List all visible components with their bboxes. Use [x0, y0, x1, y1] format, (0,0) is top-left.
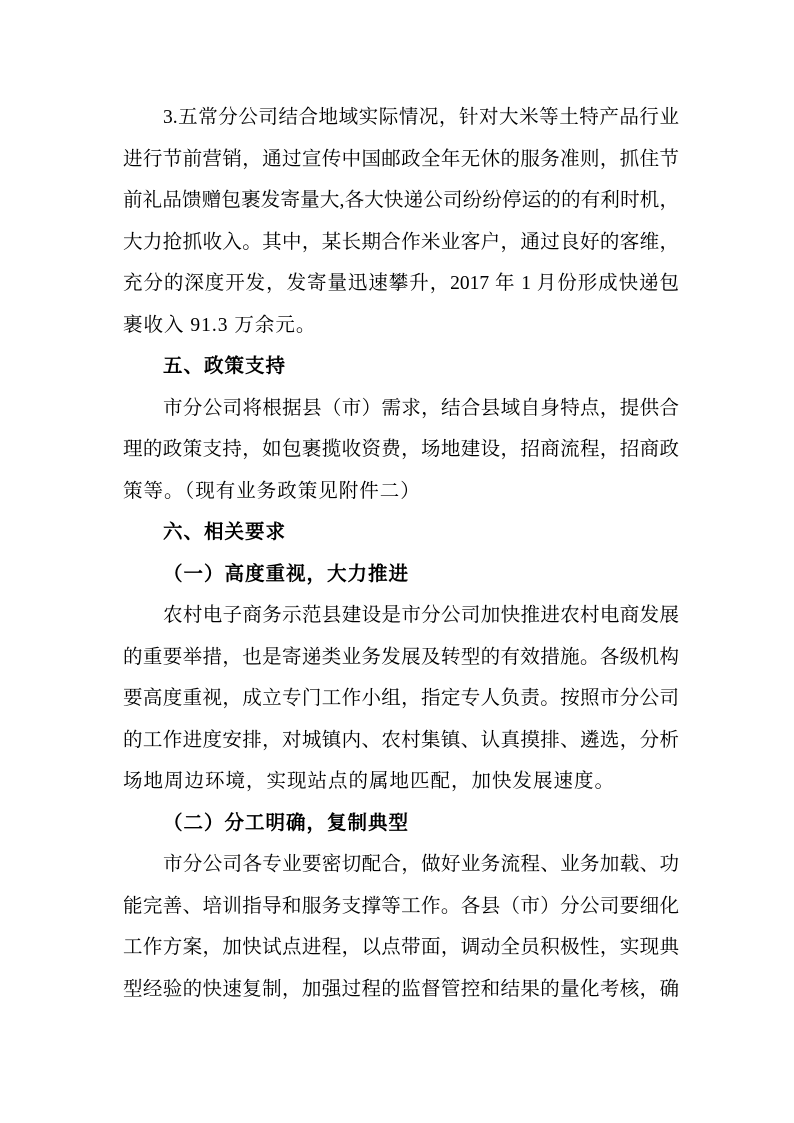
heading-line: （一）高度重视，大力推进 — [163, 563, 410, 585]
heading-line: （二）分工明确，复制典型 — [163, 812, 410, 834]
body-line: 的重要举措，也是寄递类业务发展及转型的有效措施。各级机构 — [123, 646, 679, 668]
body-line: 场地周边环境，实现站点的属地匹配，加快发展速度。 — [123, 771, 616, 792]
body-line: 市分公司将根据县（市）需求，结合县域自身特点，提供合 — [163, 397, 679, 419]
body-line: 策等。（现有业务政策见附件二） — [123, 480, 421, 502]
heading-line: 六、相关要求 — [163, 522, 287, 543]
body-line: 前礼品馈赠包裹发寄量大,各大快递公司纷纷停运的的有利时机， — [123, 190, 679, 211]
body-line: 能完善、培训指导和服务支撑等工作。各县（市）分公司要细化 — [123, 895, 679, 917]
body-line: 3.五常分公司结合地域实际情况，针对大米等土特产品行业 — [163, 107, 679, 128]
body-line: 的工作进度安排，对城镇内、农村集镇、认真摸排、遴选，分析 — [123, 729, 679, 751]
body-line: 要高度重视，成立专门工作小组，指定专人负责。按照市分公司 — [123, 688, 679, 709]
body-line: 工作方案，加快试点进程，以点带面，调动全员积极性，实现典 — [123, 937, 679, 958]
body-line: 裹收入 91.3 万余元。 — [123, 314, 317, 336]
body-line: 市分公司各专业要密切配合，做好业务流程、业务加载、功 — [163, 854, 679, 875]
body-line: 充分的深度开发，发寄量迅速攀升，2017 年 1 月份形成快递包 — [123, 273, 679, 294]
body-line: 型经验的快速复制，加强过程的监督管控和结果的量化考核，确 — [123, 978, 679, 1000]
body-line: 大力抢抓收入。其中，某长期合作米业客户，通过良好的客维， — [123, 231, 679, 253]
body-line: 农村电子商务示范县建设是市分公司加快推进农村电商发展 — [163, 605, 679, 626]
body-line: 进行节前营销，通过宣传中国邮政全年无休的服务准则，抓住节 — [123, 148, 679, 170]
document-body — [123, 97, 679, 1010]
heading-line: 五、政策支持 — [163, 356, 287, 377]
body-line: 理的政策支持，如包裹揽收资费，场地建设，招商流程，招商政 — [123, 439, 679, 460]
